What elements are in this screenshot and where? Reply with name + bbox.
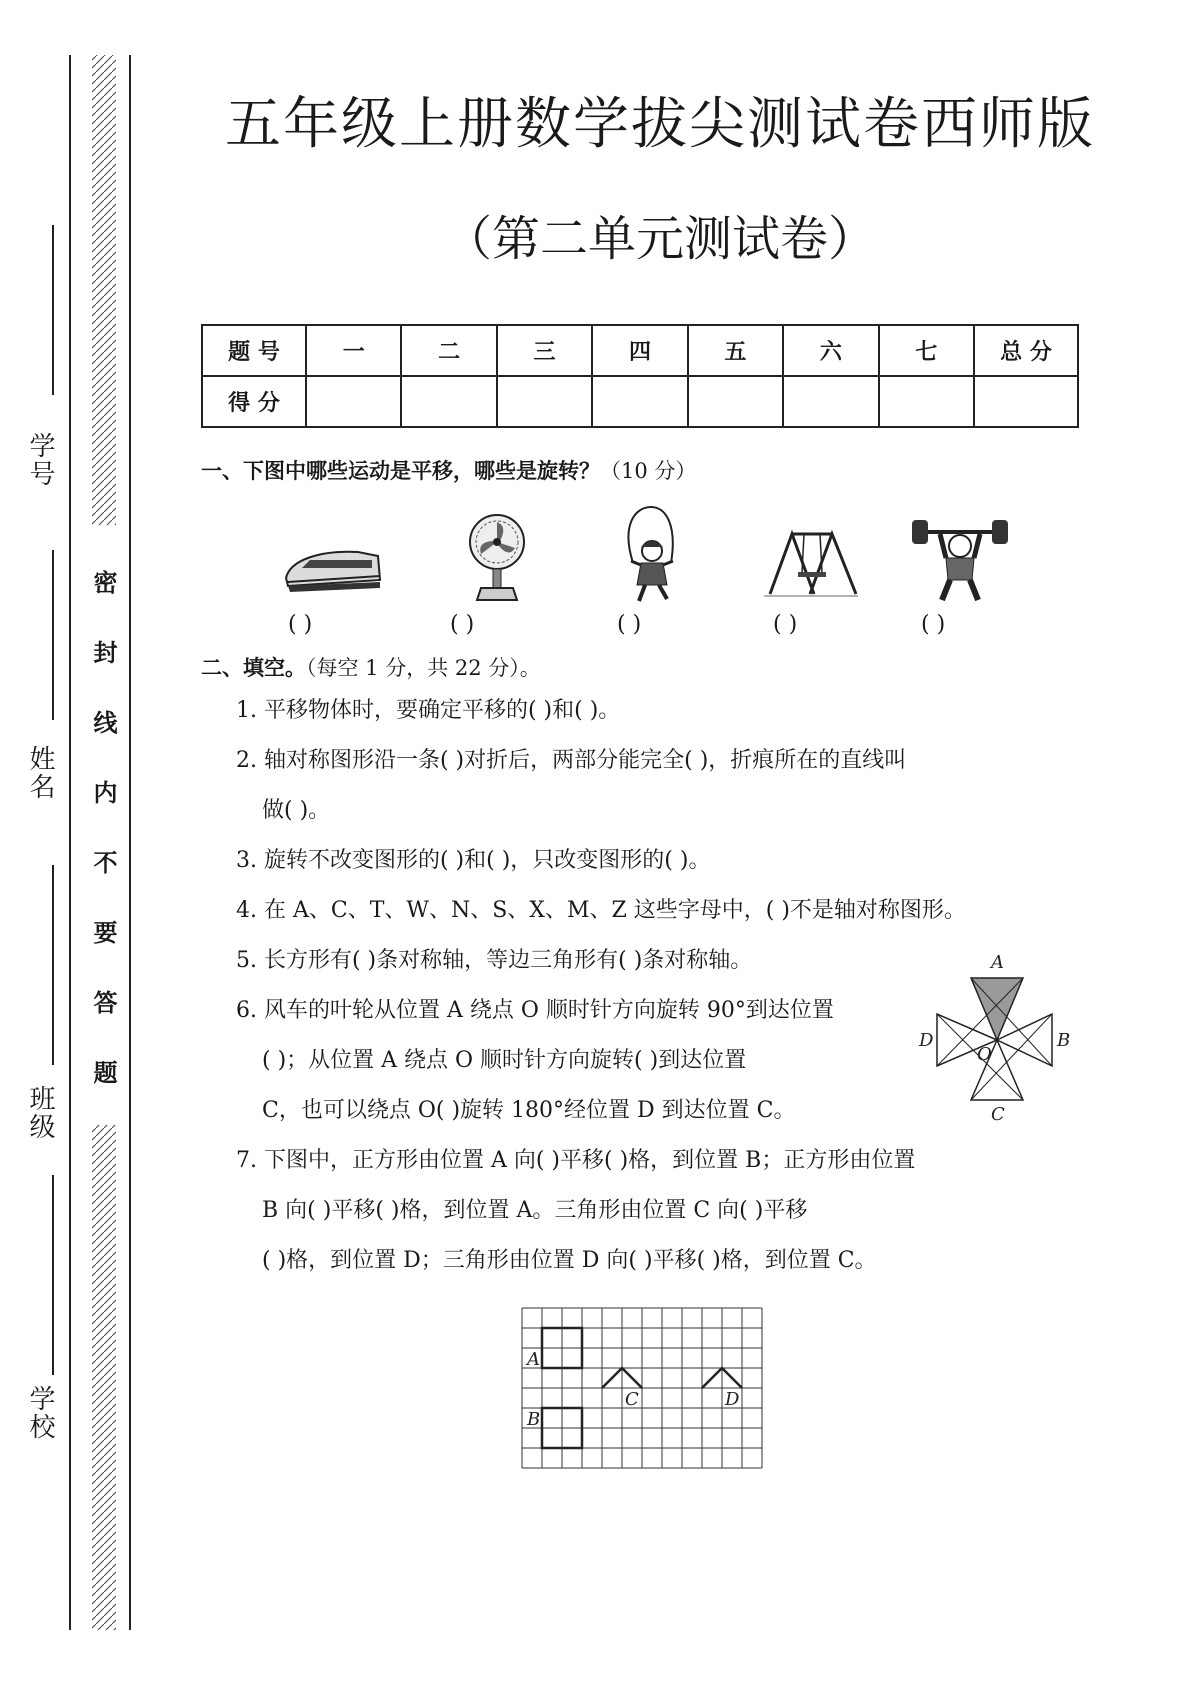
seal-char: 线 [89, 710, 118, 734]
seal-char: 不 [89, 850, 118, 874]
question-2-line2: 做( )。 [262, 798, 331, 823]
grid-label-c: C [625, 1389, 639, 1410]
answer-blank[interactable]: ( ) [450, 612, 475, 637]
score-header-cell: 七 [879, 325, 974, 376]
section2-points: （每空 1 分，共 22 分）。 [306, 656, 541, 680]
question-6-line2: ( )；从位置 A 绕点 O 顺时针方向旋转( )到达位置 [262, 1048, 747, 1073]
windmill-label-c: C [991, 1104, 1005, 1125]
windmill-label-d: D [919, 1030, 934, 1051]
question-7-line2: B 向( )平移( )格，到位置 A。三角形由位置 C 向( )平移 [262, 1198, 808, 1223]
school-label: 学校 [25, 1385, 55, 1441]
answer-blank[interactable]: ( ) [773, 612, 798, 637]
score-cell[interactable] [401, 376, 496, 427]
binding-margin [0, 0, 140, 1682]
score-header-cell: 四 [592, 325, 687, 376]
seal-char: 封 [89, 640, 118, 664]
student-id-label: 学号 [25, 432, 55, 488]
windmill-figure [915, 950, 1075, 1130]
section1-points: （10 分） [600, 459, 697, 483]
seal-char: 题 [89, 1060, 118, 1084]
score-header-cell: 三 [497, 325, 592, 376]
score-table-score-row [202, 376, 1078, 427]
page-title: 五年级上册数学拔尖测试卷西师版 [225, 92, 1095, 157]
grid-label-b: B [527, 1409, 541, 1430]
windmill-label-o: O [977, 1044, 992, 1065]
score-header-cell: 一 [306, 325, 401, 376]
score-cell[interactable] [306, 376, 401, 427]
train-icon [280, 538, 385, 598]
swing-icon [762, 528, 862, 598]
score-header-cell: 六 [783, 325, 878, 376]
score-cell[interactable] [783, 376, 878, 427]
score-header-cell: 总 分 [974, 325, 1078, 376]
score-cell[interactable] [497, 376, 592, 427]
score-row-label: 得 分 [202, 376, 306, 427]
name-label: 姓名 [25, 745, 55, 801]
answer-blank[interactable]: ( ) [921, 612, 946, 637]
score-cell[interactable] [879, 376, 974, 427]
windmill-label-a: A [991, 952, 1004, 973]
score-cell[interactable] [974, 376, 1078, 427]
seal-char: 要 [89, 920, 118, 944]
question-4: 4. 在 A、C、T、W、N、S、X、M、Z 这些字母中，( )不是轴对称图形。 [236, 898, 966, 923]
school-underline [52, 1175, 54, 1375]
question-7-line1: 7. 下图中，正方形由位置 A 向( )平移( )格，到位置 B；正方形由位置 [236, 1148, 916, 1173]
seal-char: 答 [89, 990, 118, 1014]
class-underline [52, 865, 54, 1065]
windmill-label-b: B [1057, 1030, 1071, 1051]
page-subtitle: （第二单元测试卷） [443, 211, 876, 267]
section2-heading-text: 二、填空。 [201, 656, 306, 680]
score-table-header-row [202, 325, 1078, 376]
section1-heading-text: 一、下图中哪些运动是平移，哪些是旋转？ [201, 459, 600, 483]
score-header-cell: 二 [401, 325, 496, 376]
answer-blank[interactable]: ( ) [288, 612, 313, 637]
score-cell[interactable] [688, 376, 783, 427]
score-table [201, 324, 1079, 428]
translation-grid-figure [520, 1305, 765, 1475]
answer-blank[interactable]: ( ) [617, 612, 642, 637]
question-6-line3: C，也可以绕点 O( )旋转 180°经位置 D 到达位置 C。 [262, 1098, 796, 1123]
grid-label-a: A [527, 1349, 540, 1370]
margin-rules [0, 0, 140, 1682]
electric-fan-icon [465, 512, 530, 602]
grid-label-d: D [725, 1389, 740, 1410]
section1-heading [201, 455, 696, 485]
question-3: 3. 旋转不改变图形的( )和( )，只改变图形的( )。 [236, 848, 711, 873]
name-underline [52, 550, 54, 720]
question-1: 1. 平移物体时，要确定平移的( )和( )。 [236, 698, 621, 723]
score-cell[interactable] [592, 376, 687, 427]
score-header-cell: 题 号 [202, 325, 306, 376]
section2-heading [201, 652, 541, 682]
score-header-cell: 五 [688, 325, 783, 376]
question-7-line3: ( )格，到位置 D；三角形由位置 D 向( )平移( )格，到位置 C。 [262, 1248, 877, 1273]
question-5: 5. 长方形有( )条对称轴，等边三角形有( )条对称轴。 [236, 948, 753, 973]
question-2-line1: 2. 轴对称图形沿一条( )对折后，两部分能完全( )，折痕所在的直线叫 [236, 748, 907, 773]
seal-char: 密 [89, 570, 118, 594]
id-underline [52, 225, 54, 395]
weightlifter-icon [910, 518, 1010, 603]
class-label: 班级 [25, 1085, 55, 1141]
question-6-line1: 6. 风车的叶轮从位置 A 绕点 O 顺时针方向旋转 90°到达位置 [236, 998, 834, 1023]
seal-char: 内 [89, 780, 118, 804]
jump-rope-icon [615, 505, 690, 605]
